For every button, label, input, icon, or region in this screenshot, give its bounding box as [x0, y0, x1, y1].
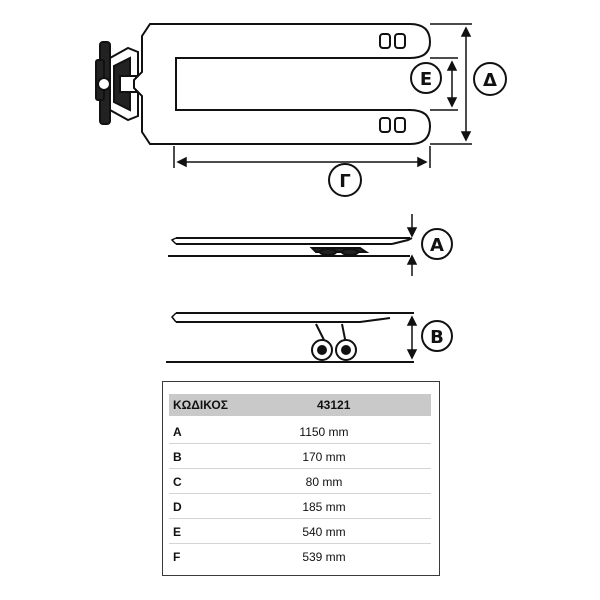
dimension-gamma-label: Γ — [339, 171, 351, 192]
spec-table-header — [169, 394, 431, 416]
spec-table — [162, 381, 440, 576]
dimension-b — [408, 317, 416, 358]
spec-row-value: 540 mm — [302, 525, 346, 539]
spec-row-value: 170 mm — [302, 450, 346, 464]
dimension-epsilon-label: Ε — [419, 69, 433, 90]
spec-row-letter: A — [173, 425, 182, 439]
spec-row-b — [169, 445, 431, 469]
spec-row-d — [169, 495, 431, 519]
spec-row-letter: C — [173, 475, 182, 489]
dimension-delta-label: Δ — [483, 70, 497, 91]
dimension-a — [408, 214, 416, 276]
side-view-raised — [166, 313, 452, 362]
spec-row-letter: D — [173, 500, 182, 514]
spec-row-a — [169, 420, 431, 444]
spec-row-c — [169, 470, 431, 494]
spec-row-letter: F — [173, 550, 181, 564]
spec-row-letter: B — [173, 450, 182, 464]
spec-row-value: 1150 mm — [299, 425, 349, 439]
dimension-a-label: A — [430, 235, 444, 256]
side-view-lowered — [168, 214, 452, 276]
spec-row-letter: E — [173, 525, 182, 539]
top-view — [96, 24, 506, 196]
spec-row-value: 80 mm — [305, 475, 343, 489]
spec-row-value: 185 mm — [302, 500, 346, 514]
dimension-b-label: B — [430, 327, 444, 348]
dimension-gamma — [174, 146, 430, 168]
spec-row-f — [169, 545, 431, 569]
lowered-fork-profile — [168, 238, 412, 256]
load-wheels — [312, 340, 356, 360]
spec-row-value: 539 mm — [302, 550, 346, 564]
code-label: ΚΩΔΙΚΟΣ — [173, 398, 228, 412]
raised-fork-profile — [166, 313, 414, 362]
code-value: 43121 — [317, 398, 351, 412]
steering-wheel-assembly — [96, 42, 138, 124]
spec-row-e — [169, 520, 431, 544]
